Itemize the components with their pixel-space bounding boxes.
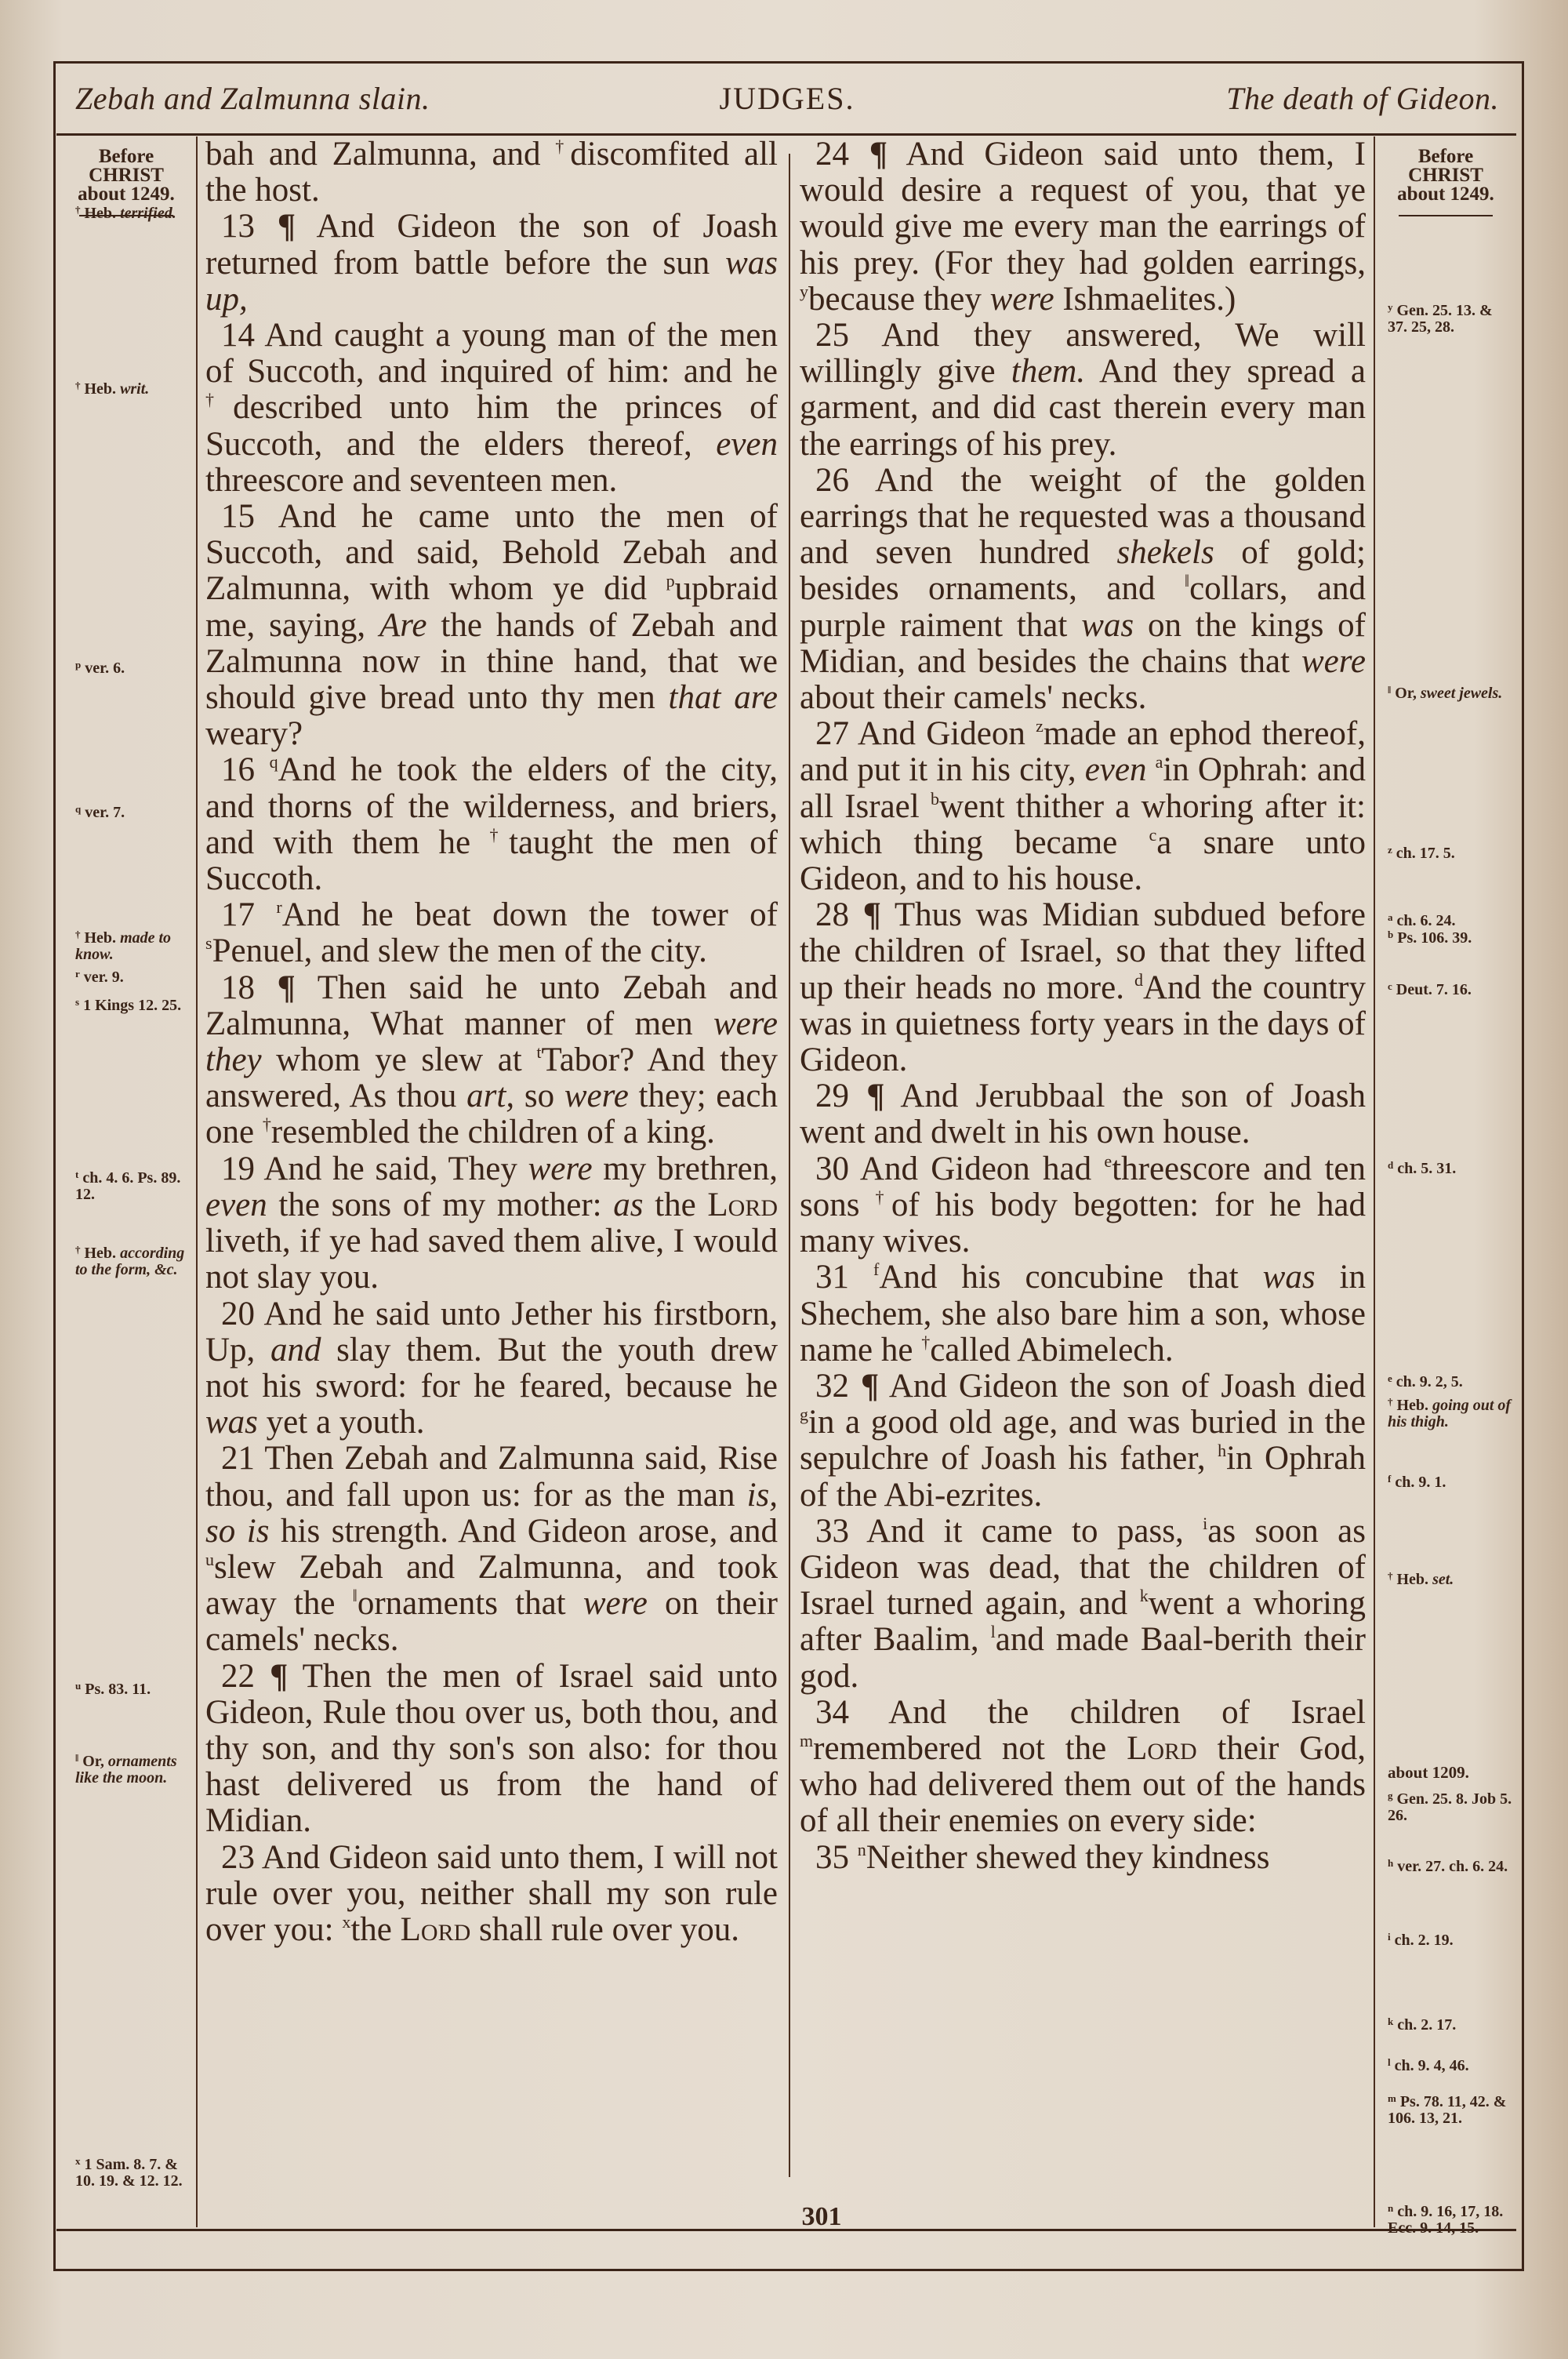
verse-text: Tabor? And they answered, As thou xyxy=(205,1041,779,1115)
reference-mark: t xyxy=(75,1169,79,1180)
verse-13 xyxy=(205,209,778,318)
note-text: Ps. 83. 11. xyxy=(81,1681,151,1698)
note-text: ch. 4. 6. Ps. 89. 12. xyxy=(75,1169,181,1203)
note-text: Ps. 78. 11, 42. & 106. 13, 21. xyxy=(1388,2093,1507,2127)
italic-word: shekels xyxy=(1116,534,1214,572)
verse-text: remembered not the xyxy=(813,1729,1127,1767)
margin-note xyxy=(75,205,193,222)
verse-text: threescore and ten sons xyxy=(800,1150,1366,1223)
reference-mark: f xyxy=(873,1259,880,1280)
note-text: ch. 9. 2, 5. xyxy=(1392,1373,1463,1390)
verse-text: And Gideon xyxy=(857,715,1036,753)
note-italic-text: going out of his thigh. xyxy=(1388,1397,1512,1430)
verse-text: they; each one xyxy=(205,1078,779,1151)
note-text: ch. 17. 5. xyxy=(1392,845,1455,862)
note-italic-text: writ. xyxy=(120,380,150,398)
verse-text: And Gideon had xyxy=(859,1150,1105,1187)
verse-number: 27 xyxy=(815,715,849,753)
verse-text: resembled the children of a king. xyxy=(270,1114,715,1151)
verse-19 xyxy=(205,1151,778,1296)
note-text: ch. 9. 4, 46. xyxy=(1390,2057,1469,2074)
margin-note xyxy=(75,660,193,677)
date-label-line: CHRIST xyxy=(1408,165,1483,186)
reference-mark: n xyxy=(1388,2202,1394,2214)
reference-mark: † xyxy=(75,1244,81,1256)
reference-mark: n xyxy=(857,1839,866,1859)
verse-text: Then the men of Israel said unto Gideon, Rule thou over us, both thou, and thy son, and thy son's son also: for thou hast delivered us from the hand of Midian. xyxy=(205,1657,778,1840)
reference-mark: s xyxy=(75,996,80,1008)
italic-word: art, xyxy=(466,1078,515,1115)
small-caps-word: Lord xyxy=(1127,1729,1197,1767)
verse-text: And they spread a garment, and did cast therein every man the earrings of his prey. xyxy=(800,353,1366,463)
verse-text: the sons of my mother: xyxy=(267,1186,614,1223)
note-text: Gen. 25. 13. & 37. 25, 28. xyxy=(1388,302,1493,336)
pilcrow-icon: ¶ xyxy=(277,969,296,1006)
verse-text: upbraid me, saying, xyxy=(205,570,778,644)
reference-mark: ‖ xyxy=(75,1752,79,1764)
header-book-title: JUDGES. xyxy=(719,81,855,116)
italic-word: is, xyxy=(746,1476,778,1514)
reference-mark: z xyxy=(1388,844,1392,856)
margin-note xyxy=(1388,2094,1513,2127)
note-italic-text: set. xyxy=(1432,1571,1454,1588)
reference-mark: b xyxy=(1388,929,1394,940)
verse-text: yet a youth. xyxy=(257,1404,425,1441)
reference-mark: b xyxy=(930,788,939,809)
verse-text: And it came to pass, xyxy=(866,1512,1203,1550)
reference-mark: m xyxy=(1388,2092,1396,2104)
margin-note xyxy=(1388,982,1513,998)
note-text: ch. 9. 16, 17, 18. Ecc. 9. 14, 15. xyxy=(1388,2203,1504,2237)
reference-mark: a xyxy=(1388,911,1393,923)
reference-mark: r xyxy=(75,968,80,980)
reference-mark: i xyxy=(1203,1513,1208,1533)
reference-mark: h xyxy=(1388,1857,1394,1869)
margin-note xyxy=(1388,2017,1513,2034)
italic-word: were xyxy=(528,1150,593,1187)
note-text: 1 Sam. 8. 7. & 10. 19. & 12. 12. xyxy=(75,2156,183,2190)
italic-word: was xyxy=(205,1404,258,1441)
verse-text: Thus was Midian subdued before the children of Israel, so that they lifted up their heads no more. xyxy=(800,896,1366,1006)
reference-mark: † xyxy=(205,390,234,410)
text-column-left xyxy=(205,136,778,2227)
verse-24 xyxy=(800,136,1366,318)
reference-mark: m xyxy=(800,1730,814,1750)
verse-14 xyxy=(205,318,778,499)
verse-35 xyxy=(800,1840,1366,1876)
verse-16 xyxy=(205,752,778,897)
italic-word: were xyxy=(1301,642,1366,680)
italic-word: even xyxy=(716,425,778,463)
verse-text: my brethren, xyxy=(592,1150,778,1187)
verse-text: went a whoring after Baalim, xyxy=(800,1585,1366,1659)
reference-mark: l xyxy=(1388,2056,1391,2068)
verse-25 xyxy=(800,318,1366,463)
italic-word: even xyxy=(205,1186,267,1223)
note-text: Heb. xyxy=(80,929,121,947)
reference-mark: u xyxy=(205,1549,214,1569)
text-column-right xyxy=(800,136,1366,2227)
verse-22 xyxy=(205,1659,778,1840)
pilcrow-icon: ¶ xyxy=(860,1367,880,1405)
margin-note xyxy=(1388,1374,1513,1390)
reference-mark: e xyxy=(1104,1150,1112,1171)
margin-note xyxy=(75,1681,193,1698)
italic-word: so is xyxy=(205,1512,270,1550)
verse-text: shall rule over you. xyxy=(470,1910,739,1948)
margin-note xyxy=(75,1170,193,1203)
pilcrow-icon: ¶ xyxy=(277,208,296,245)
note-text: Heb. xyxy=(1392,1397,1433,1414)
margin-note xyxy=(1388,913,1513,929)
note-text: Ps. 106. 39. xyxy=(1393,929,1472,947)
small-caps-word: Lord xyxy=(707,1186,778,1223)
verse-text: and made Baal-berith their god. xyxy=(800,1621,1367,1695)
note-text: ch. 2. 17. xyxy=(1393,2016,1457,2034)
reference-mark: r xyxy=(276,897,282,918)
italic-word: and xyxy=(270,1331,321,1369)
note-italic-text: according to the form, &c. xyxy=(75,1245,185,1278)
verse-text: the xyxy=(643,1186,708,1223)
verse-text: And the country was in quietness forty years in the days of Gideon. xyxy=(800,969,1366,1079)
verse-text: And he came unto the men of Succoth, and said, Behold Zebah and Zalmunna, with whom ye did xyxy=(205,498,778,608)
verse-text: Then said he unto Zebah and Zalmunna, What manner of men xyxy=(205,969,778,1042)
reference-mark: h xyxy=(1218,1441,1227,1461)
reference-mark: † xyxy=(75,929,81,940)
running-header xyxy=(56,72,1518,127)
note-text: Or, xyxy=(78,1753,108,1770)
page-number: 301 xyxy=(801,2202,842,2231)
verse-number: 25 xyxy=(815,317,849,354)
verse-text: And his concubine that xyxy=(879,1259,1263,1296)
reference-mark: y xyxy=(1388,301,1393,313)
verse-text: described unto him the princes of Succoth, and the elders thereof, xyxy=(205,389,778,463)
verse-number: 13 xyxy=(221,208,255,245)
margin-note xyxy=(75,381,193,398)
verse-text: so xyxy=(514,1078,564,1115)
italic-word: was up, xyxy=(205,244,778,318)
note-text: ch. 5. 31. xyxy=(1393,1160,1457,1177)
margin-note xyxy=(75,1245,193,1278)
verse-text: weary? xyxy=(205,715,303,753)
verse-text: threescore and seventeen men. xyxy=(205,461,618,499)
note-text: Heb. xyxy=(80,380,121,398)
reference-mark: † xyxy=(555,136,571,156)
reference-mark: † xyxy=(262,1114,271,1135)
italic-word: as xyxy=(613,1186,644,1223)
verse-28 xyxy=(800,897,1366,1078)
verse-text: bah and Zalmunna, and xyxy=(205,136,556,173)
reference-mark: g xyxy=(800,1405,808,1425)
reference-mark: † xyxy=(1388,1570,1393,1582)
reference-mark: d xyxy=(1134,969,1143,990)
reference-mark: q xyxy=(75,803,82,815)
verse-text: in Ophrah of the Abi-ezrites. xyxy=(800,1440,1366,1514)
verse-27 xyxy=(800,716,1366,897)
date-label-line: about 1249. xyxy=(78,184,175,205)
margin-note xyxy=(1388,1398,1513,1430)
pilcrow-icon: ¶ xyxy=(270,1657,289,1695)
note-text: ch. 2. 19. xyxy=(1390,1932,1454,1949)
verse-number: 15 xyxy=(221,498,255,536)
note-text: Deut. 7. 16. xyxy=(1392,981,1472,998)
verse-text: because they xyxy=(808,280,990,318)
reference-mark: u xyxy=(75,1680,82,1692)
verse-text: And the children of Israel xyxy=(888,1693,1366,1731)
verse-text: collars, and purple raiment that xyxy=(800,570,1366,644)
note-italic-text: made to know. xyxy=(75,929,172,963)
verse-text: the xyxy=(350,1910,401,1948)
verse-continuation xyxy=(205,136,778,209)
verse-18 xyxy=(205,970,778,1151)
verse-number: 23 xyxy=(221,1838,255,1876)
verse-text: And Gideon the son of Joash returned from battle before the sun xyxy=(205,208,778,282)
reference-mark: i xyxy=(1388,1931,1391,1943)
verse-text: slew Zebah and Zalmunna, and took away the xyxy=(205,1548,778,1623)
verse-text: Then Zebah and Zalmunna said, Rise thou, and fall upon us: for as the man xyxy=(205,1440,778,1514)
reference-mark: p xyxy=(666,571,675,591)
date-label-line: Before xyxy=(98,146,154,167)
verse-text: Ishmaelites.) xyxy=(1054,280,1236,318)
verse-text: And Jerubbaal the son of Joash went and dwelt in his own house. xyxy=(800,1078,1367,1151)
verse-text: called Abimelech. xyxy=(930,1331,1174,1369)
reference-mark: † xyxy=(875,1187,891,1207)
margin-note xyxy=(1388,1572,1513,1588)
reference-mark: x xyxy=(75,2155,81,2167)
reference-mark: ‖ xyxy=(1184,571,1190,591)
verse-text: about their camels' necks. xyxy=(800,679,1147,717)
header-right-title: The death of Gideon. xyxy=(1226,81,1499,116)
margin-note xyxy=(75,930,193,963)
reference-mark: c xyxy=(1388,980,1392,992)
verse-34 xyxy=(800,1695,1366,1840)
verse-number: 17 xyxy=(221,896,255,934)
verse-text: whom ye slew at xyxy=(261,1041,537,1079)
verse-text: And Gideon the son of Joash died xyxy=(888,1367,1366,1405)
verse-text: ornaments that xyxy=(357,1585,583,1623)
verse-text: in Shechem, she also bare him a son, whose name he xyxy=(800,1259,1367,1369)
verse-text: And they answered, We will willingly give xyxy=(800,317,1366,391)
verse-text: And he said, They xyxy=(263,1150,528,1187)
verse-17 xyxy=(205,897,778,969)
margin-note xyxy=(75,1754,193,1787)
reference-mark: k xyxy=(1139,1586,1149,1606)
verse-32 xyxy=(800,1369,1366,1514)
reference-mark: † xyxy=(75,380,81,391)
note-text: Heb. xyxy=(80,205,121,222)
margin-note xyxy=(75,805,193,821)
margin-note xyxy=(1388,2058,1513,2074)
verse-number: 22 xyxy=(221,1657,255,1695)
verse-number: 34 xyxy=(815,1693,849,1731)
note-text: ver. 6. xyxy=(81,660,125,677)
verse-number: 32 xyxy=(815,1367,849,1405)
italic-word: were xyxy=(583,1585,648,1623)
right-margin-notes xyxy=(1374,136,1516,2237)
column-divider xyxy=(789,154,790,2177)
verse-number: 18 xyxy=(221,969,255,1006)
verse-number: 24 xyxy=(815,136,849,173)
date-label-rule xyxy=(1399,215,1493,216)
verse-number: 26 xyxy=(815,461,849,499)
reference-mark: k xyxy=(1388,2016,1394,2027)
italic-word: were xyxy=(564,1078,629,1115)
verse-text: discomfited all the host. xyxy=(205,136,778,209)
verse-text: the hands of Zebah and Zalmunna now in thine hand, that we should give bread unto thy men xyxy=(205,606,778,717)
italic-word: that are xyxy=(668,679,778,717)
verse-number: 21 xyxy=(221,1440,255,1478)
verse-text: And caught a young man of the men of Succoth, and inquired of him: and he xyxy=(205,317,778,391)
reference-mark: s xyxy=(205,933,212,954)
note-text: 1 Kings 12. 25. xyxy=(79,997,182,1014)
verse-number: 28 xyxy=(815,896,849,934)
reference-mark: d xyxy=(1388,1159,1394,1171)
verse-text: made an ephod thereof, and put it in his city, xyxy=(800,715,1366,789)
date-label xyxy=(1375,136,1516,216)
verse-text: And he beat down the tower of xyxy=(281,896,778,934)
italic-word: Are xyxy=(379,606,427,644)
margin-note xyxy=(1388,1932,1513,1949)
note-italic-text: ornaments like the moon. xyxy=(75,1753,177,1787)
verse-30 xyxy=(800,1151,1366,1260)
verse-text: a snare unto Gideon, and to his house. xyxy=(800,823,1366,898)
verse-number: 19 xyxy=(221,1150,255,1187)
reference-mark: z xyxy=(1036,716,1044,736)
verse-text: Neither shewed they kindness xyxy=(866,1838,1270,1876)
margin-note xyxy=(75,2157,193,2190)
margin-note xyxy=(1388,845,1513,862)
verse-text: on the kings of Midian, and besides the chains that xyxy=(800,606,1366,680)
verse-text: of gold; besides ornaments, and xyxy=(800,534,1366,608)
reference-mark: † xyxy=(75,204,81,216)
verse-text: their God, who had delivered them out of the hands of all their enemies on every side: xyxy=(800,1729,1366,1840)
verse-29 xyxy=(800,1078,1366,1150)
reference-mark: y xyxy=(800,281,808,301)
verse-number: 16 xyxy=(221,751,255,789)
note-text: ch. 6. 24. xyxy=(1392,912,1456,929)
pilcrow-icon: ¶ xyxy=(869,136,888,173)
verse-text: And he said unto Jether his firstborn, Up, xyxy=(205,1295,778,1369)
margin-note xyxy=(1388,1161,1513,1177)
verse-text: went thither a whoring after it: which thing became xyxy=(800,787,1366,861)
italic-word: were they xyxy=(205,1005,778,1079)
verse-33 xyxy=(800,1514,1366,1695)
verse-text: And he took the elders of the city, and thorns of the wilderness, and briers, and with them he xyxy=(205,751,779,861)
reference-mark: p xyxy=(75,659,82,671)
note-text: Or, xyxy=(1391,685,1421,702)
reference-mark: f xyxy=(1388,1473,1392,1485)
verse-text: on their camels' necks. xyxy=(205,1585,778,1659)
italic-word: was xyxy=(1262,1259,1316,1296)
date-label-line: Before xyxy=(1417,146,1474,167)
note-text: ver. 9. xyxy=(79,969,124,986)
verse-text: And Gideon said unto them, I will not rule over you, neither shall my son rule over you: xyxy=(205,1838,778,1948)
note-text: ver. 27. ch. 6. 24. xyxy=(1393,1858,1508,1875)
verse-text: of his body begotten: for he had many wives. xyxy=(800,1186,1367,1260)
verse-31 xyxy=(800,1259,1366,1369)
reference-mark: † xyxy=(1388,1396,1393,1408)
verse-text: in a good old age, and was buried in the sepulchre of Joash his father, xyxy=(800,1404,1366,1478)
date-label-line: CHRIST xyxy=(89,165,164,186)
verse-text: And the weight of the golden earrings that he requested was a thousand and seven hundred xyxy=(800,461,1366,572)
reference-mark: ‖ xyxy=(352,1586,358,1606)
reference-mark: † xyxy=(489,824,510,845)
margin-note xyxy=(1388,930,1513,947)
date-label-line: about 1249. xyxy=(1397,184,1494,205)
verse-text: slay them. But the youth drew not his sword: for he feared, because he xyxy=(205,1331,778,1405)
italic-word: even xyxy=(1084,751,1147,789)
reference-mark: x xyxy=(342,1911,351,1932)
verse-text: taught the men of Succoth. xyxy=(205,823,778,898)
margin-note xyxy=(1388,303,1513,336)
margin-note xyxy=(1388,1791,1513,1824)
header-left-title: Zebah and Zalmunna slain. xyxy=(75,81,430,116)
footer-rule xyxy=(56,2229,1516,2231)
verse-text: Penuel, and slew the men of the city. xyxy=(212,932,707,970)
verse-text xyxy=(1146,751,1155,788)
reference-mark: ‖ xyxy=(1388,684,1392,696)
note-text: Heb. xyxy=(80,1245,121,1262)
date-label-later: about 1209. xyxy=(1388,1763,1469,1782)
reference-mark: l xyxy=(990,1622,996,1642)
margin-note xyxy=(1388,1859,1513,1875)
pilcrow-icon: ¶ xyxy=(866,1078,885,1115)
verse-number: 20 xyxy=(221,1295,255,1332)
reference-mark: † xyxy=(921,1332,931,1352)
note-italic-text: sweet jewels. xyxy=(1420,685,1503,702)
reference-mark: e xyxy=(1388,1372,1392,1384)
verse-number: 29 xyxy=(815,1078,849,1115)
margin-note xyxy=(1388,1474,1513,1491)
pilcrow-icon: ¶ xyxy=(862,896,881,934)
verse-number: 30 xyxy=(815,1150,849,1187)
note-text: ver. 7. xyxy=(81,804,125,821)
verse-number: 14 xyxy=(221,317,255,354)
verse-text: as soon as Gideon was dead, that the children of Israel turned again, and xyxy=(800,1512,1366,1623)
reference-mark: c xyxy=(1149,824,1157,845)
verse-23 xyxy=(205,1840,778,1949)
verse-20 xyxy=(205,1296,778,1441)
italic-word: were xyxy=(989,280,1054,318)
verse-number: 33 xyxy=(815,1512,849,1550)
note-text: ch. 9. 1. xyxy=(1391,1474,1446,1491)
italic-word: them. xyxy=(1011,353,1086,391)
verse-text: his strength. And Gideon arose, and xyxy=(269,1512,778,1550)
margin-note xyxy=(1388,685,1513,702)
reference-mark: q xyxy=(269,752,278,772)
small-caps-word: Lord xyxy=(400,1910,471,1948)
verse-15 xyxy=(205,499,778,752)
left-margin-notes xyxy=(56,136,198,2227)
reference-mark: a xyxy=(1155,752,1163,772)
reference-mark: t xyxy=(536,1042,542,1063)
italic-word: was xyxy=(1081,606,1134,644)
verse-number: 35 xyxy=(815,1838,849,1876)
reference-mark: g xyxy=(1388,1790,1393,1801)
verse-text: in Ophrah: and all Israel xyxy=(800,751,1367,825)
note-text: Gen. 25. 8. Job 5. 26. xyxy=(1388,1790,1512,1824)
verse-number: 31 xyxy=(815,1259,849,1296)
verse-text: liveth, if ye had saved them alive, I would not slay you. xyxy=(205,1223,778,1296)
margin-note xyxy=(75,998,193,1014)
verse-text: And Gideon said unto them, I would desire a request of you, that ye would give me every man the earrings of his prey. (For they had golden earrings, xyxy=(800,136,1367,282)
note-italic-text: terrified. xyxy=(120,205,176,222)
verse-26 xyxy=(800,463,1366,716)
note-text: Heb. xyxy=(1392,1571,1433,1588)
margin-note xyxy=(75,969,193,986)
verse-21 xyxy=(205,1441,778,1658)
